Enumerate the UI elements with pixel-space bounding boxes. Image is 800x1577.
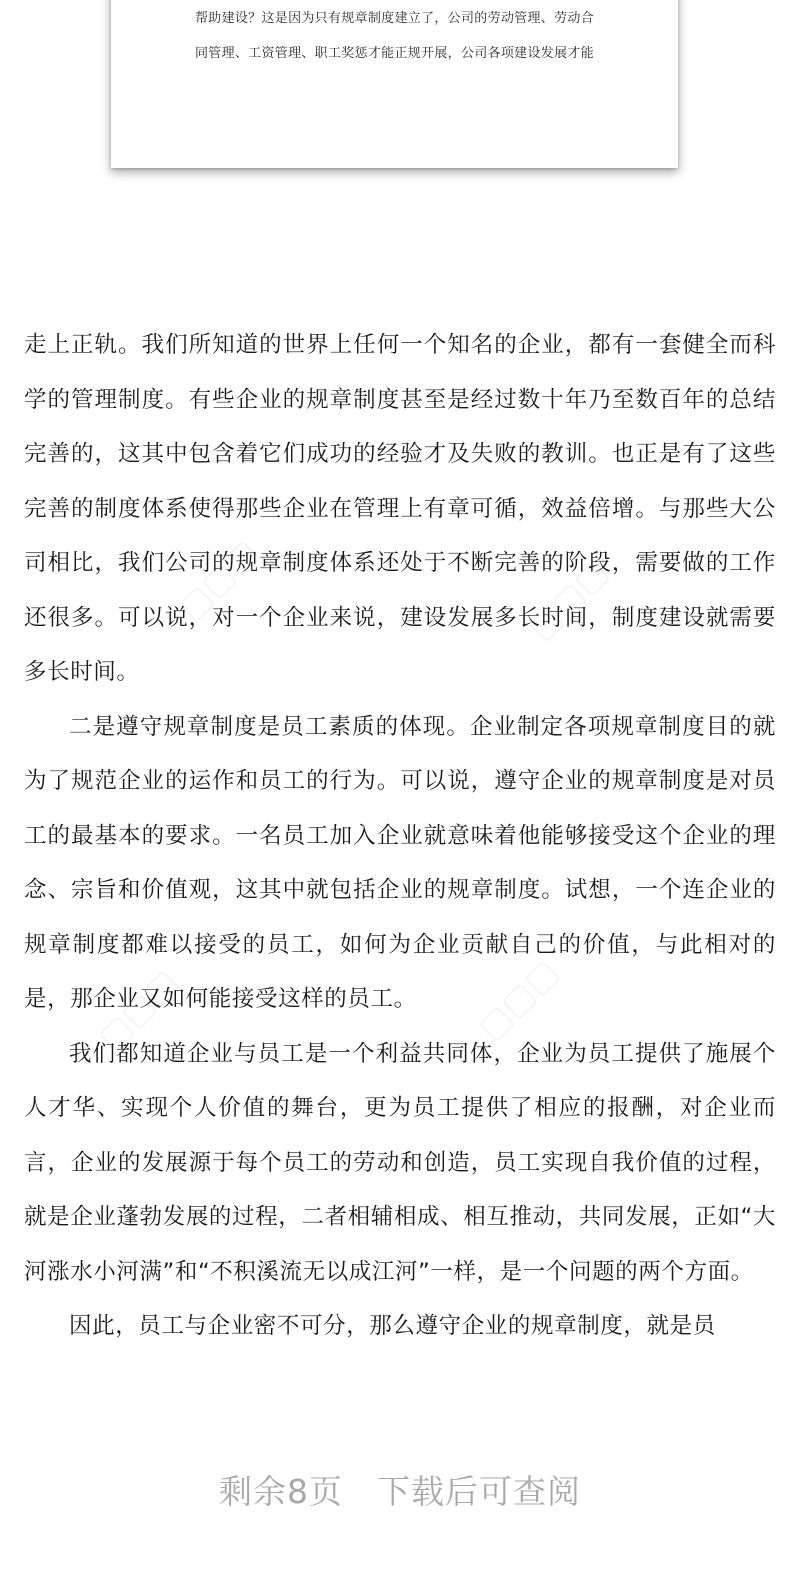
document-body — [24, 318, 776, 1354]
watermark: ▢▢▢ — [169, 531, 267, 629]
paragraph: 我们都知道企业与员工是一个利益共同体，企业为员工提供了施展个人才华、实现个人价值的舞台，更为员工提供了相应的报酬，对企业而言，企业的发展源于每个员工的劳动和创造，员工实现自我价值的过程，就是企业蓬勃发展的过程，二者相辅相成、相互推动，共同发展，正如“大河涨水小河满”和“不积溪流无以成江河”一样，是一个问题的两个方面。 — [24, 1040, 776, 1285]
paragraph: 走上正轨。我们所知道的世界上任何一个知名的企业，都有一套健全而科学的管理制度。有些企业的规章制度甚至是经过数十年乃至数百年的总结完善的，这其中包含着它们成功的经验才及失败的教训。也正是有了这些完善的制度体系使得那些企业在管理上有章可循，效益倍增。与那些大公司相比，我们公司的规章制度体系还处于不断完善的阶段，需要做的工作还很多。可以说，对一个企业来说，建设发展多长时间，制度建设就需要多长时间。 — [24, 332, 776, 685]
paragraph: 二是遵守规章制度是员工素质的体现。企业制定各项规章制度目的就为了规范企业的运作和员工的行为。可以说，遵守企业的规章制度是对员工的最基本的要求。一名员工加入企业就意味着他能够接受这个企业的理念、宗旨和价值观，这其中就包括企业的规章制度。试想，一个连企业的规章制度都难以接受的员工，如何为企业贡献自己的价值，与此相对的是，那企业又如何能接受这样的员工。 — [24, 713, 776, 1012]
download-hint[interactable] — [0, 1466, 800, 1513]
watermark: ▢▢▢ — [89, 961, 187, 1059]
paragraph: 因此，员工与企业密不可分，那么遵守企业的规章制度，就是员 — [69, 1313, 716, 1339]
watermark: ▢▢▢ — [469, 951, 567, 1049]
download-to-view-label: 下载后可查阅 — [377, 1472, 581, 1511]
remaining-pages-label: 剩余8页 — [219, 1472, 343, 1511]
watermark: ▢▢▢ — [519, 551, 617, 649]
preview-text-line: 帮助建设？这是因为只有规章制度建立了，公司的劳动管理、劳动合 — [194, 11, 594, 26]
document-preview-card — [111, 0, 678, 168]
preview-text-line: 同管理、工资管理、职工奖惩才能正规开展，公司各项建设发展才能 — [194, 46, 594, 61]
